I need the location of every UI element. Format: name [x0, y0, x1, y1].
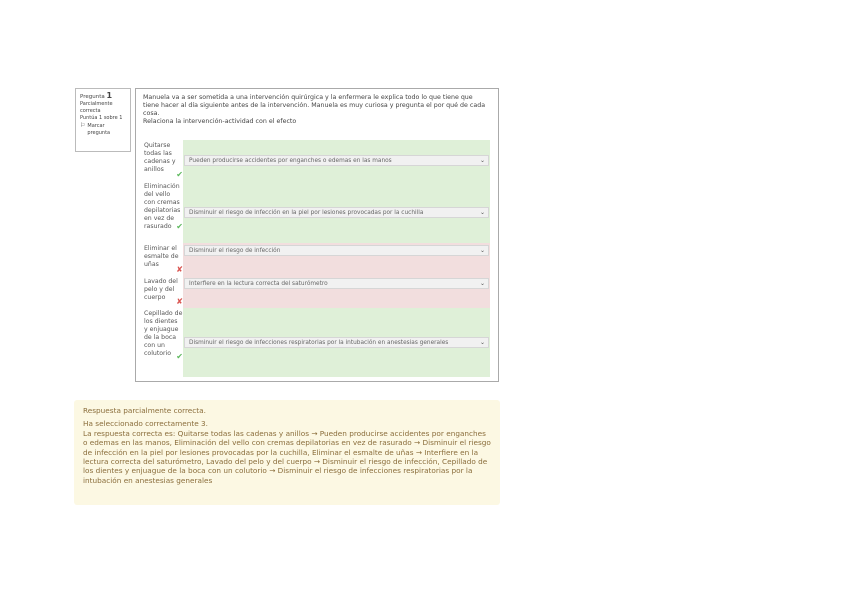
match-select[interactable]: Disminuir el riesgo de infecciones respiratorias por la intubación en anestesias generales ⌄ — [184, 337, 489, 348]
chevron-down-icon: ⌄ — [479, 157, 485, 164]
match-row — [144, 140, 490, 181]
match-row — [144, 308, 490, 377]
question-statement: Manuela va a ser sometida a una intervención quirúrgica y la enfermera le explica todo lo que tiene que tiene hacer al día siguiente antes de la intervención. Manuela es muy curiosa y pregunta el por qué de cada cosa. — [143, 94, 486, 118]
question-instruction: Relaciona la intervención-actividad con el efecto — [143, 118, 297, 126]
question-info — [75, 88, 131, 152]
match-row-label: Cepillado de los dientes y enjuague de la boca con un colutorio — [144, 310, 183, 357]
matching-rows — [144, 140, 490, 377]
chevron-down-icon: ⌄ — [479, 339, 485, 346]
match-row-label: Lavado del pelo y del cuerpo — [144, 278, 178, 301]
flag-question-label[interactable]: Marcar pregunta — [87, 123, 111, 136]
match-row — [144, 276, 490, 308]
match-row — [144, 181, 490, 243]
feedback-summary: Respuesta parcialmente correcta. — [83, 406, 206, 415]
question-state: Parcialmente correcta — [80, 101, 113, 114]
match-row-label: Eliminar el esmalte de uñas — [144, 245, 179, 268]
question-text — [143, 94, 488, 126]
cross-icon: ✘ — [176, 265, 183, 274]
check-icon: ✔ — [176, 222, 183, 231]
check-icon: ✔ — [176, 170, 183, 179]
chevron-down-icon: ⌄ — [479, 280, 485, 287]
match-select[interactable]: Pueden producirse accidentes por enganches o edemas en las manos ⌄ — [184, 155, 489, 166]
cross-icon: ✘ — [176, 297, 183, 306]
feedback-correct-answer: La respuesta correcta es: Quitarse todas las cadenas y anillos → Pueden producirse accidentes por enganches o edemas en las manos, Eliminación del vello con cremas depilatorias en vez de rasurado → Disminuir el riesgo de infección en la piel por lesiones provocadas por la cuchilla, Eliminar el esmalte de uñas → Interfiere en la lectura correcta del saturómetro, Lavado del pelo y del cuerpo → Disminuir el riesgo de infección, Cepillado de los dientes y enjuague de la boca con un colutorio → Disminuir el riesgo de infecciones respiratorias por la intubación en anestesias generales — [83, 428, 491, 485]
flag-question-link[interactable] — [80, 123, 126, 137]
feedback-selected-count: Ha seleccionado correctamente 3. — [83, 419, 208, 429]
match-row-label: Eliminación del vello con cremas depilatorias en vez de rasurado — [144, 183, 181, 230]
question-score: Puntúa 1 sobre 1 — [80, 115, 123, 121]
match-select[interactable]: Interfiere en la lectura correcta del saturómetro ⌄ — [184, 278, 489, 289]
match-row — [144, 243, 490, 276]
match-select[interactable]: Disminuir el riesgo de infección ⌄ — [184, 245, 489, 256]
check-icon: ✔ — [176, 352, 183, 361]
question-number: Pregunta 1 — [80, 91, 113, 100]
question-content — [135, 88, 499, 382]
match-row-label: Quitarse todas las cadenas y anillos — [144, 142, 176, 173]
chevron-down-icon: ⌄ — [479, 208, 485, 216]
chevron-down-icon: ⌄ — [479, 247, 485, 254]
flag-icon: ⚐ — [80, 122, 86, 129]
feedback-box — [74, 400, 500, 505]
match-select[interactable]: Disminuir el riesgo de infección en la piel por lesiones provocadas por la cuchilla ⌄ — [184, 207, 489, 218]
